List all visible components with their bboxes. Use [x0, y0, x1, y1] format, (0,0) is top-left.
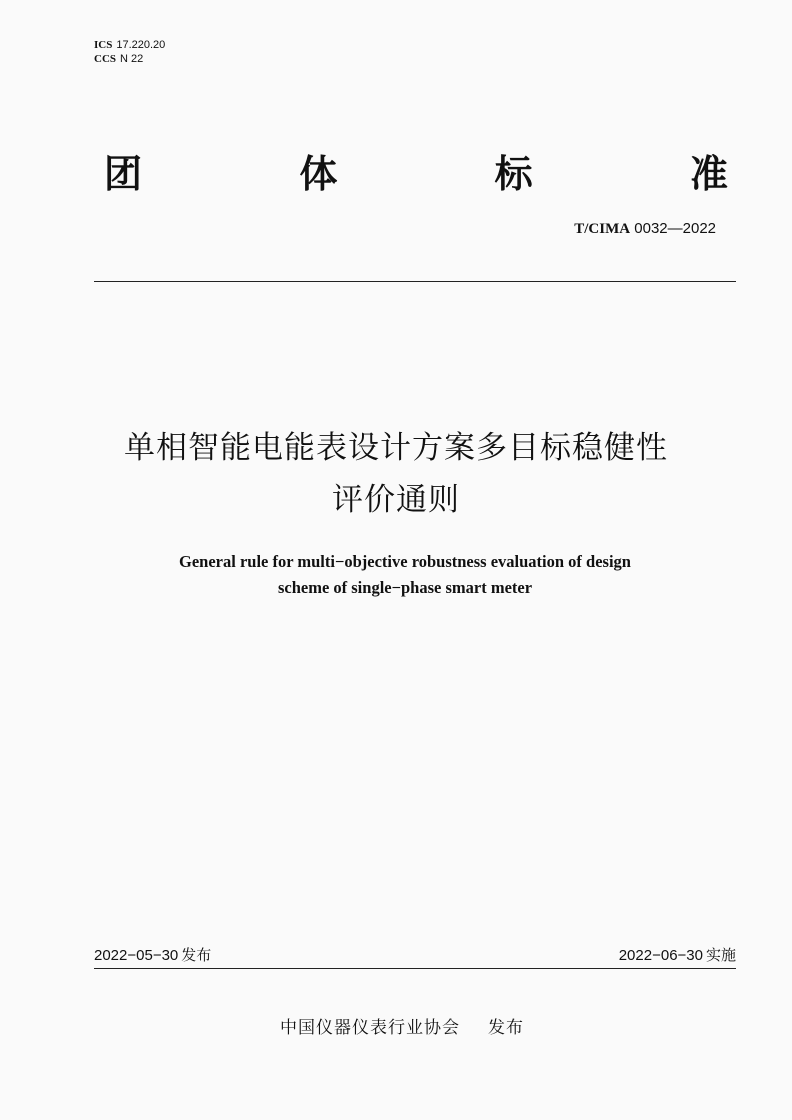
- chinese-title-line-2: 评价通则: [332, 482, 460, 518]
- banner-char: 准: [689, 152, 728, 196]
- publish-date-value: 2022−05−30: [94, 947, 179, 964]
- classification-codes: [94, 38, 165, 66]
- chinese-title-line-1: 单相智能电能表设计方案多目标稳健性: [124, 430, 668, 466]
- ccs-value: N 22: [120, 53, 144, 65]
- implement-label: 实施: [705, 946, 736, 964]
- issuer: [280, 1016, 524, 1040]
- standard-type-banner: [104, 146, 728, 202]
- issuer-organization: 中国仪器仪表行业协会: [280, 1018, 460, 1038]
- implement-date: [619, 944, 736, 967]
- standard-number: [574, 218, 716, 239]
- ics-value: 17.220.20: [116, 39, 166, 51]
- bottom-divider: [94, 968, 736, 969]
- banner-char: 体: [299, 152, 338, 196]
- ccs-label: CCS: [94, 53, 117, 65]
- ccs-code: [94, 52, 165, 66]
- ics-code: [94, 38, 165, 52]
- issuer-label: 发布: [488, 1018, 524, 1038]
- english-title-line-1: General rule for multi−objective robustness evaluation of design: [179, 552, 631, 571]
- english-title-line-2: scheme of single−phase smart meter: [277, 578, 533, 597]
- banner-char: 团: [104, 152, 143, 196]
- publish-date: [94, 944, 211, 967]
- ics-label: ICS: [94, 39, 113, 51]
- standard-number-prefix: T/CIMA: [574, 221, 631, 237]
- standard-number-value: 0032—2022: [630, 220, 716, 237]
- banner-char: 标: [494, 152, 533, 196]
- top-divider: [94, 281, 736, 282]
- publish-label: 发布: [181, 946, 212, 964]
- implement-date-value: 2022−06−30: [618, 947, 703, 964]
